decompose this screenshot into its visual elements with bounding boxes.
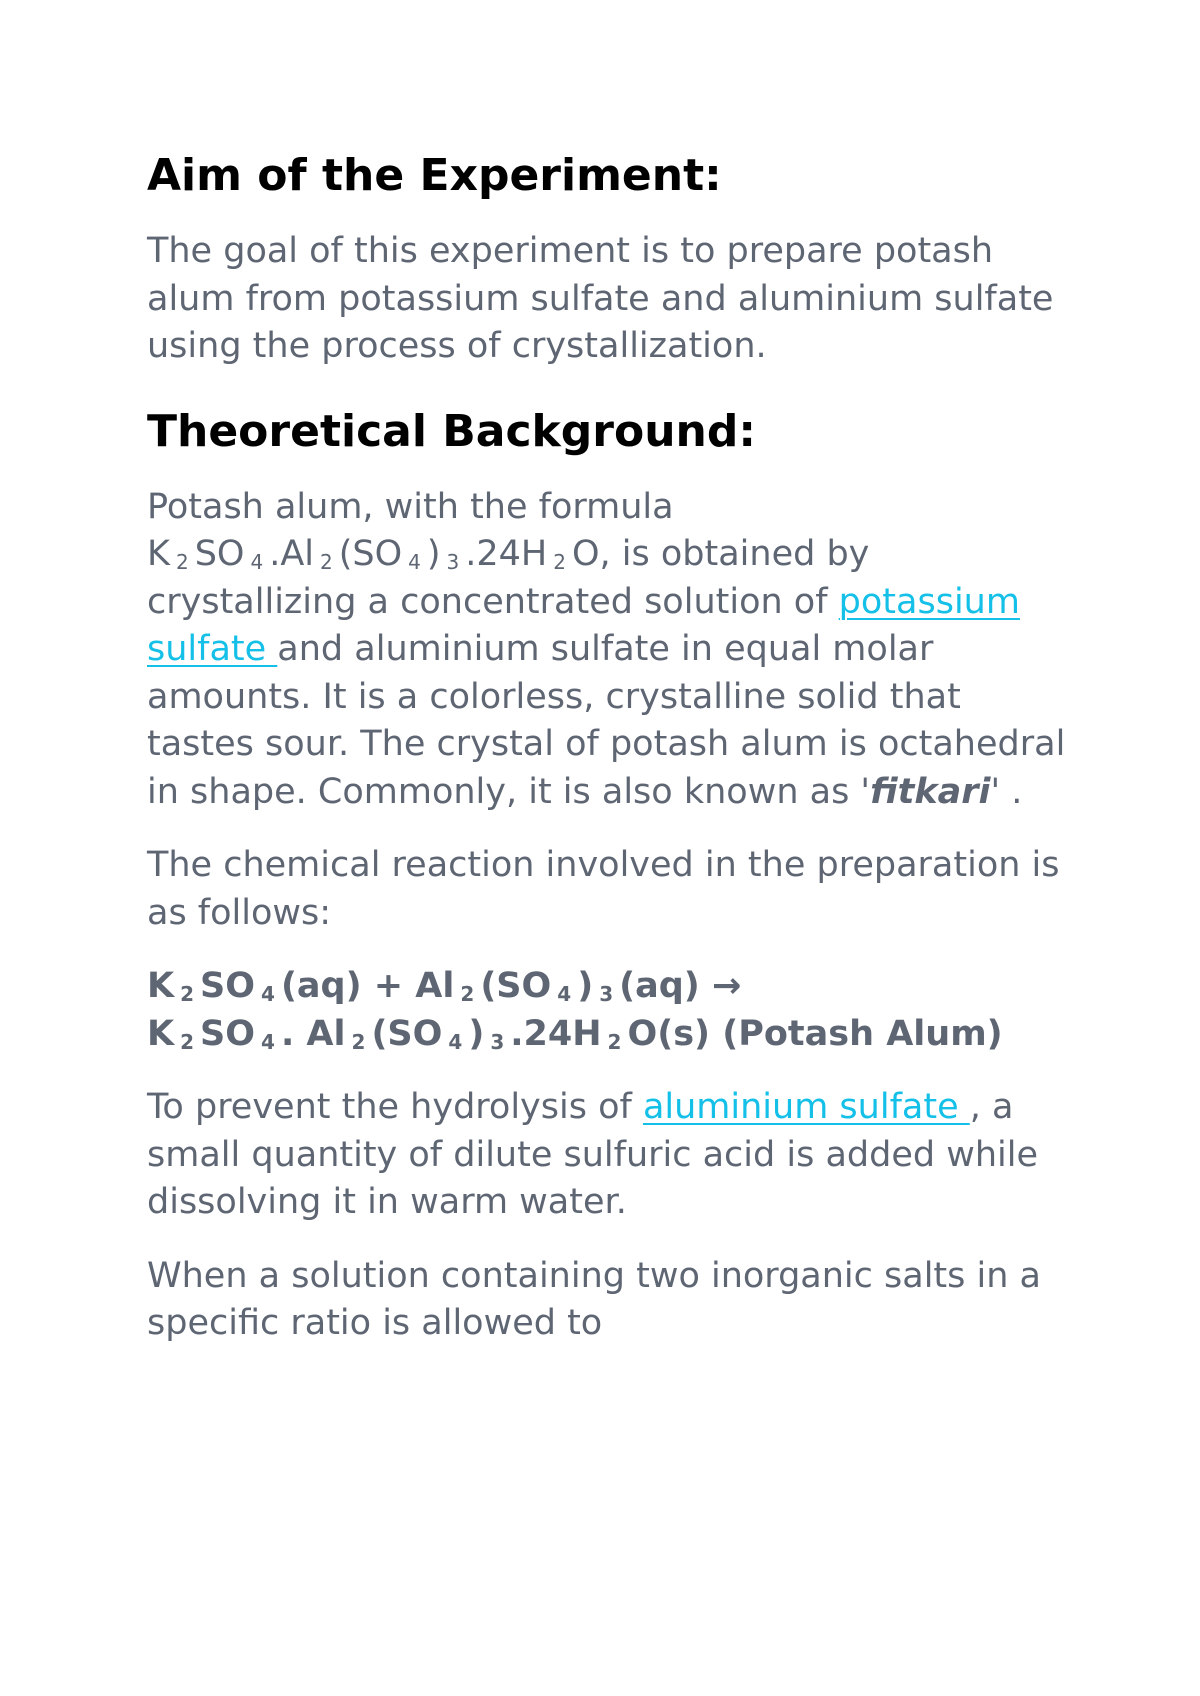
formula-part: ) <box>426 534 441 574</box>
equation-subscript: 3 <box>599 982 614 1006</box>
aim-paragraph: The goal of this experiment is to prepare potash alum from potassium sulfate and aluminium sulfate using the process of crystallization. <box>147 231 1054 366</box>
equation-part: (aq) + Al <box>280 966 455 1006</box>
potassium-sulfate-link[interactable]: potassium sulfate <box>147 581 1020 669</box>
equation-part: (SO <box>480 966 552 1006</box>
equation-part: SO <box>200 1013 256 1054</box>
formula-subscript: 2 <box>553 550 566 574</box>
formula-part: SO <box>194 534 245 574</box>
formula-subscript: 2 <box>175 550 189 574</box>
equation-subscript: 4 <box>261 982 275 1006</box>
equation-part: (SO <box>371 1013 443 1054</box>
formula-part: O <box>571 534 600 574</box>
formula-part: K <box>147 534 170 574</box>
equation-subscript: 2 <box>180 982 195 1006</box>
equation-part: . Al <box>280 1013 346 1054</box>
equation-part: .24H <box>510 1013 602 1054</box>
solution-paragraph: When a solution containing two inorganic salts in a specific ratio is allowed to <box>147 1255 1041 1343</box>
reaction-intro: The chemical reaction involved in the preparation is as follows: <box>147 845 1060 933</box>
equation-part: K <box>147 1013 175 1054</box>
equation-subscript: 4 <box>448 1029 463 1054</box>
equation-part: O(s) (Potash Alum) <box>627 1013 1003 1054</box>
equation-part: (aq) → <box>619 966 742 1006</box>
formula-subscript: 4 <box>250 550 264 574</box>
equation-subscript: 2 <box>460 982 475 1006</box>
equation-part: ) <box>577 966 594 1006</box>
theory-heading: Theoretical Background: <box>147 405 756 457</box>
formula-subscript: 4 <box>408 550 421 574</box>
formula-part: .Al <box>269 534 314 574</box>
theory-text: , is obtained by crystallizing a concentrated solution of <box>147 534 870 622</box>
aim-heading: Aim of the Experiment: <box>147 150 722 201</box>
equation-subscript: 2 <box>607 1029 622 1054</box>
theory-paragraph <box>147 484 1067 817</box>
theory-text: and aluminium sulfate in equal molar amounts. It is a colorless, crystalline solid that tastes sour. The crystal of potash alum is octahedral in shape. Commonly, it is also known as ' <box>147 629 1066 812</box>
hydrolysis-text: , a small quantity of dilute sulfuric acid is added while dissolving it in warm water. <box>147 1087 1038 1222</box>
chemical-equation <box>147 963 1067 1058</box>
formula-subscript: 3 <box>446 550 460 574</box>
hydrolysis-paragraph <box>147 1084 1067 1227</box>
equation-subscript: 2 <box>351 1029 366 1054</box>
equation-subscript: 4 <box>557 982 572 1006</box>
equation-part: SO <box>200 966 256 1006</box>
theory-intro-text: Potash alum, with the formula <box>147 486 674 527</box>
equation-subscript: 3 <box>490 1029 505 1054</box>
fitkari-emphasis: fitkari <box>870 771 991 812</box>
aluminium-sulfate-link[interactable]: aluminium sulfate <box>642 1087 970 1127</box>
equation-part: K <box>147 966 175 1006</box>
theory-text: ' . <box>990 771 1023 812</box>
formula-subscript: 2 <box>319 550 333 574</box>
document-page <box>147 148 1067 1348</box>
equation-subscript: 4 <box>261 1029 275 1054</box>
formula-part: (SO <box>338 534 403 574</box>
hydrolysis-text: To prevent the hydrolysis of <box>147 1087 643 1127</box>
equation-part: ) <box>468 1013 485 1054</box>
equation-subscript: 2 <box>180 1029 195 1054</box>
formula-part: .24H <box>465 534 548 574</box>
formula <box>147 534 600 574</box>
